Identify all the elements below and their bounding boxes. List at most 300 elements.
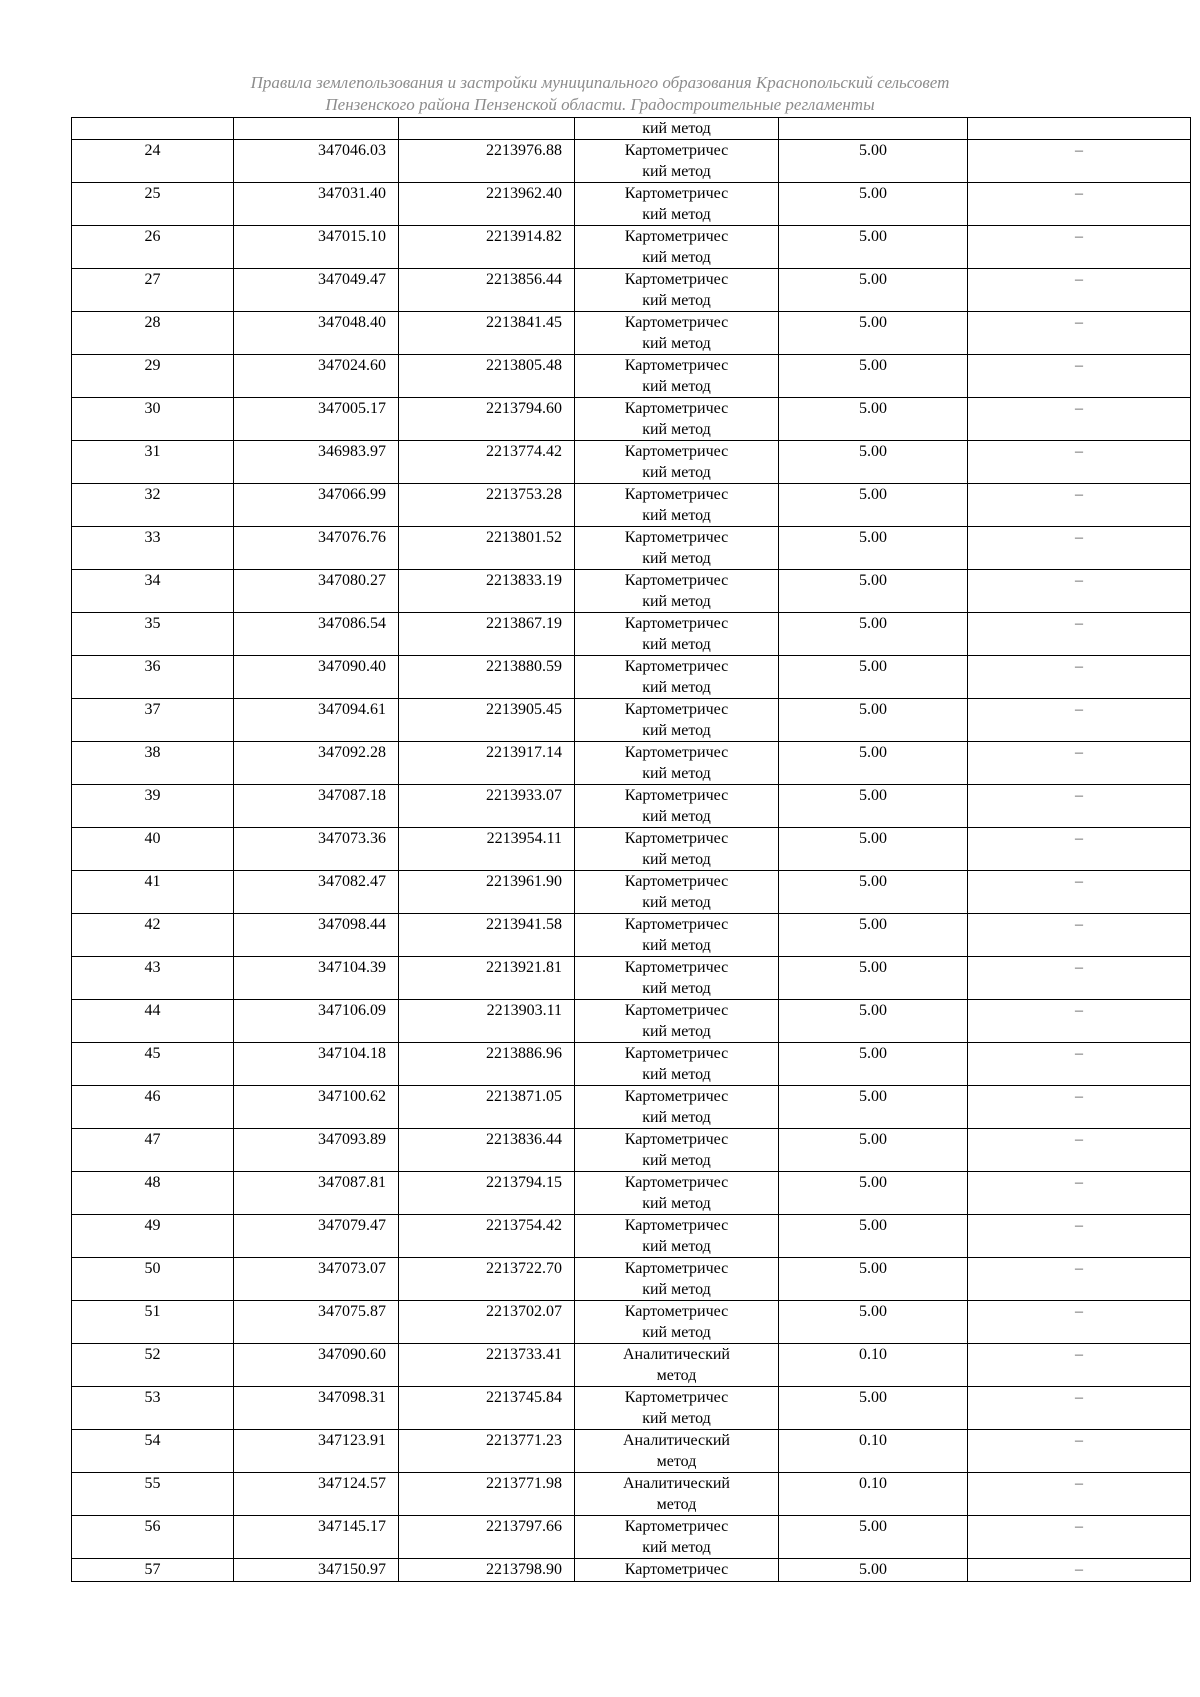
method-cell: [575, 484, 779, 527]
y-coordinate-cell: 2213933.07: [399, 785, 575, 828]
method-text: [625, 828, 728, 870]
point-number-cell: 49: [72, 1215, 234, 1258]
method-line-2: кий метод: [642, 1539, 711, 1556]
header-line-2: Пензенского района Пензенской области. Градостроительные регламенты: [325, 95, 875, 114]
method-cell: [575, 1473, 779, 1516]
description-cell: –: [968, 785, 1191, 828]
accuracy-cell: 5.00: [779, 484, 968, 527]
y-coordinate-cell: 2213856.44: [399, 269, 575, 312]
accuracy-cell: 5.00: [779, 355, 968, 398]
x-coordinate-cell: 347092.28: [234, 742, 399, 785]
x-coordinate-cell: 347005.17: [234, 398, 399, 441]
method-line-2: метод: [656, 1496, 697, 1513]
x-coordinate-cell: 347080.27: [234, 570, 399, 613]
method-cell: [575, 1258, 779, 1301]
accuracy-cell: 5.00: [779, 871, 968, 914]
coordinates-table: [71, 117, 1191, 1582]
method-line-2: кий метод: [642, 1066, 711, 1083]
accuracy-cell: 5.00: [779, 1258, 968, 1301]
x-coordinate-cell: 347046.03: [234, 140, 399, 183]
method-cell: [575, 1344, 779, 1387]
method-cell: [575, 742, 779, 785]
method-text: [623, 1473, 730, 1515]
method-line-1: Картометричес: [624, 787, 729, 804]
description-cell: –: [968, 1258, 1191, 1301]
method-line-2: кий метод: [642, 1195, 711, 1212]
method-line-1: Картометричес: [624, 1389, 729, 1406]
method-cell: [575, 1000, 779, 1043]
y-coordinate-cell: 2213954.11: [399, 828, 575, 871]
method-cell: [575, 1516, 779, 1559]
x-coordinate-cell: 347090.60: [234, 1344, 399, 1387]
table-row: [72, 226, 1191, 269]
point-number-cell: 47: [72, 1129, 234, 1172]
method-line-1: Картометричес: [624, 1045, 729, 1062]
method-text: [625, 484, 728, 526]
table-row: [72, 1430, 1191, 1473]
description-cell: –: [968, 914, 1191, 957]
point-number-cell: 33: [72, 527, 234, 570]
table-row: [72, 1301, 1191, 1344]
point-number-cell: 24: [72, 140, 234, 183]
table-row: [72, 118, 1191, 140]
method-text: [625, 914, 728, 956]
method-cell: [575, 828, 779, 871]
description-cell: –: [968, 1301, 1191, 1344]
method-line-1: Картометричес: [624, 830, 729, 847]
method-cell: [575, 226, 779, 269]
method-line-1: Картометричес: [624, 701, 729, 718]
accuracy-cell: 5.00: [779, 527, 968, 570]
method-line-2: кий метод: [642, 550, 711, 567]
method-line-2: кий метод: [642, 679, 711, 696]
table-row: [72, 1559, 1191, 1582]
method-text: [625, 1172, 728, 1214]
description-cell: –: [968, 484, 1191, 527]
point-number-cell: 31: [72, 441, 234, 484]
method-cell: [575, 656, 779, 699]
method-line-2: кий метод: [642, 980, 711, 997]
table-row: [72, 742, 1191, 785]
x-coordinate-cell: 347150.97: [234, 1559, 399, 1582]
point-number-cell: 28: [72, 312, 234, 355]
accuracy-cell: 0.10: [779, 1344, 968, 1387]
method-cell: [575, 1430, 779, 1473]
method-line-1: Аналитический: [622, 1432, 730, 1449]
point-number-cell: [72, 118, 234, 140]
point-number-cell: 51: [72, 1301, 234, 1344]
x-coordinate-cell: 347076.76: [234, 527, 399, 570]
description-cell: –: [968, 828, 1191, 871]
x-coordinate-cell: 347094.61: [234, 699, 399, 742]
table-row: [72, 957, 1191, 1000]
method-cell: [575, 1086, 779, 1129]
method-cell: [575, 118, 779, 140]
table-row: [72, 527, 1191, 570]
y-coordinate-cell: 2213722.70: [399, 1258, 575, 1301]
accuracy-cell: 5.00: [779, 226, 968, 269]
point-number-cell: 52: [72, 1344, 234, 1387]
method-line-1: Картометричес: [624, 615, 729, 632]
method-text: [625, 1516, 728, 1558]
x-coordinate-cell: 347106.09: [234, 1000, 399, 1043]
point-number-cell: 45: [72, 1043, 234, 1086]
method-line-2: кий метод: [642, 1109, 711, 1126]
description-cell: –: [968, 1430, 1191, 1473]
table-row: [72, 914, 1191, 957]
y-coordinate-cell: [399, 118, 575, 140]
method-line-1: Картометричес: [624, 400, 729, 417]
method-line-1: Аналитический: [622, 1475, 730, 1492]
description-cell: –: [968, 1473, 1191, 1516]
accuracy-cell: 5.00: [779, 1559, 968, 1582]
y-coordinate-cell: 2213976.88: [399, 140, 575, 183]
point-number-cell: 40: [72, 828, 234, 871]
method-text: [625, 441, 728, 483]
method-line-1: Картометричес: [624, 357, 729, 374]
method-line-1: Картометричес: [624, 443, 729, 460]
y-coordinate-cell: 2213794.60: [399, 398, 575, 441]
point-number-cell: 35: [72, 613, 234, 656]
method-cell: [575, 140, 779, 183]
method-text: [625, 312, 728, 354]
method-line-1: Картометричес: [624, 744, 729, 761]
table-row: [72, 785, 1191, 828]
point-number-cell: 50: [72, 1258, 234, 1301]
method-text: [625, 1043, 728, 1085]
method-text: [625, 140, 728, 182]
point-number-cell: 27: [72, 269, 234, 312]
description-cell: –: [968, 656, 1191, 699]
method-line-1: Картометричес: [624, 572, 729, 589]
y-coordinate-cell: 2213886.96: [399, 1043, 575, 1086]
method-cell: [575, 312, 779, 355]
method-line-1: Картометричес: [624, 1002, 729, 1019]
method-cell: [575, 1172, 779, 1215]
method-line-1: Картометричес: [624, 529, 729, 546]
method-line-2: кий метод: [642, 507, 711, 524]
table-row: [72, 1172, 1191, 1215]
description-cell: –: [968, 1516, 1191, 1559]
x-coordinate-cell: 347104.39: [234, 957, 399, 1000]
description-cell: –: [968, 226, 1191, 269]
method-cell: [575, 957, 779, 1000]
table-row: [72, 1387, 1191, 1430]
method-line-1: Картометричес: [624, 1518, 729, 1535]
description-cell: –: [968, 957, 1191, 1000]
method-text: [625, 570, 728, 612]
method-cell: [575, 527, 779, 570]
y-coordinate-cell: 2213914.82: [399, 226, 575, 269]
description-cell: –: [968, 1000, 1191, 1043]
method-line-2: кий метод: [642, 1281, 711, 1298]
y-coordinate-cell: 2213771.98: [399, 1473, 575, 1516]
description-cell: –: [968, 312, 1191, 355]
method-text: кий метод: [642, 120, 711, 137]
y-coordinate-cell: 2213702.07: [399, 1301, 575, 1344]
description-cell: –: [968, 570, 1191, 613]
method-line-1: Картометричес: [624, 228, 729, 245]
method-line-2: кий метод: [642, 1152, 711, 1169]
method-cell: [575, 785, 779, 828]
method-line-2: кий метод: [642, 808, 711, 825]
table-row: [72, 398, 1191, 441]
table-row: [72, 828, 1191, 871]
accuracy-cell: 5.00: [779, 1043, 968, 1086]
method-line-2: кий метод: [642, 249, 711, 266]
method-line-1: Картометричес: [624, 314, 729, 331]
x-coordinate-cell: 347124.57: [234, 1473, 399, 1516]
description-cell: –: [968, 1387, 1191, 1430]
x-coordinate-cell: 347123.91: [234, 1430, 399, 1473]
y-coordinate-cell: 2213745.84: [399, 1387, 575, 1430]
method-text: [625, 742, 728, 784]
method-line-2: кий метод: [642, 937, 711, 954]
x-coordinate-cell: 347073.36: [234, 828, 399, 871]
method-line-2: кий метод: [642, 636, 711, 653]
y-coordinate-cell: 2213836.44: [399, 1129, 575, 1172]
y-coordinate-cell: 2213771.23: [399, 1430, 575, 1473]
table-row: [72, 1043, 1191, 1086]
method-line-1: Картометричес: [624, 1303, 729, 1320]
description-cell: –: [968, 441, 1191, 484]
accuracy-cell: 5.00: [779, 914, 968, 957]
method-cell: [575, 699, 779, 742]
method-cell: [575, 871, 779, 914]
method-text: [623, 1430, 730, 1472]
method-text: [625, 785, 728, 827]
accuracy-cell: 5.00: [779, 183, 968, 226]
table-row: [72, 613, 1191, 656]
table-row: [72, 656, 1191, 699]
method-cell: [575, 1387, 779, 1430]
accuracy-cell: 5.00: [779, 1516, 968, 1559]
y-coordinate-cell: 2213801.52: [399, 527, 575, 570]
table-row: [72, 355, 1191, 398]
x-coordinate-cell: 347066.99: [234, 484, 399, 527]
x-coordinate-cell: 347075.87: [234, 1301, 399, 1344]
method-line-2: кий метод: [642, 378, 711, 395]
y-coordinate-cell: 2213921.81: [399, 957, 575, 1000]
method-line-1: Картометричес: [624, 873, 729, 890]
method-line-2: кий метод: [642, 1324, 711, 1341]
point-number-cell: 37: [72, 699, 234, 742]
accuracy-cell: 0.10: [779, 1430, 968, 1473]
x-coordinate-cell: 347087.18: [234, 785, 399, 828]
method-line-2: кий метод: [642, 464, 711, 481]
y-coordinate-cell: 2213917.14: [399, 742, 575, 785]
method-line-1: Аналитический: [622, 1346, 730, 1363]
point-number-cell: 42: [72, 914, 234, 957]
accuracy-cell: [779, 118, 968, 140]
table-row: [72, 269, 1191, 312]
method-cell: [575, 613, 779, 656]
point-number-cell: 32: [72, 484, 234, 527]
method-text: [625, 1215, 728, 1257]
method-text: [625, 1000, 728, 1042]
y-coordinate-cell: 2213941.58: [399, 914, 575, 957]
method-text: [625, 527, 728, 569]
point-number-cell: 57: [72, 1559, 234, 1582]
accuracy-cell: 5.00: [779, 828, 968, 871]
table-row: [72, 570, 1191, 613]
method-line-2: кий метод: [642, 163, 711, 180]
accuracy-cell: 5.00: [779, 398, 968, 441]
accuracy-cell: 5.00: [779, 785, 968, 828]
x-coordinate-cell: 347090.40: [234, 656, 399, 699]
x-coordinate-cell: [234, 118, 399, 140]
y-coordinate-cell: 2213961.90: [399, 871, 575, 914]
method-cell: [575, 1559, 779, 1582]
x-coordinate-cell: 347015.10: [234, 226, 399, 269]
y-coordinate-cell: 2213841.45: [399, 312, 575, 355]
method-line-1: Картометричес: [624, 142, 729, 159]
description-cell: –: [968, 527, 1191, 570]
description-cell: –: [968, 871, 1191, 914]
method-line-1: Картометричес: [624, 1217, 729, 1234]
point-number-cell: 54: [72, 1430, 234, 1473]
method-line-1: Картометричес: [624, 916, 729, 933]
table-row: [72, 441, 1191, 484]
table-row: [72, 183, 1191, 226]
accuracy-cell: 5.00: [779, 1000, 968, 1043]
point-number-cell: 29: [72, 355, 234, 398]
method-line-2: кий метод: [642, 335, 711, 352]
accuracy-cell: 5.00: [779, 656, 968, 699]
method-text: [625, 1301, 728, 1343]
page-header: [0, 72, 1200, 116]
method-line-2: кий метод: [642, 1023, 711, 1040]
method-text: [625, 355, 728, 397]
table-row: [72, 1129, 1191, 1172]
method-cell: [575, 398, 779, 441]
y-coordinate-cell: 2213794.15: [399, 1172, 575, 1215]
y-coordinate-cell: 2213833.19: [399, 570, 575, 613]
method-text: [625, 656, 728, 698]
method-line-1: Картометричес: [624, 486, 729, 503]
description-cell: –: [968, 183, 1191, 226]
x-coordinate-cell: 347049.47: [234, 269, 399, 312]
method-line-2: кий метод: [642, 1410, 711, 1427]
method-cell: [575, 183, 779, 226]
point-number-cell: 25: [72, 183, 234, 226]
method-line-2: метод: [656, 1453, 697, 1470]
point-number-cell: 38: [72, 742, 234, 785]
point-number-cell: 43: [72, 957, 234, 1000]
method-line-1: Картометричес: [624, 271, 729, 288]
method-text: [625, 1086, 728, 1128]
x-coordinate-cell: 347073.07: [234, 1258, 399, 1301]
method-text: [625, 269, 728, 311]
x-coordinate-cell: 347031.40: [234, 183, 399, 226]
description-cell: –: [968, 1344, 1191, 1387]
accuracy-cell: 5.00: [779, 613, 968, 656]
method-text: [625, 226, 728, 268]
x-coordinate-cell: 346983.97: [234, 441, 399, 484]
description-cell: –: [968, 355, 1191, 398]
method-text: [625, 398, 728, 440]
accuracy-cell: 5.00: [779, 1215, 968, 1258]
point-number-cell: 53: [72, 1387, 234, 1430]
table-row: [72, 1000, 1191, 1043]
description-cell: –: [968, 1043, 1191, 1086]
point-number-cell: 48: [72, 1172, 234, 1215]
method-cell: [575, 914, 779, 957]
accuracy-cell: 5.00: [779, 1387, 968, 1430]
x-coordinate-cell: 347098.31: [234, 1387, 399, 1430]
accuracy-cell: 5.00: [779, 570, 968, 613]
accuracy-cell: 5.00: [779, 1129, 968, 1172]
y-coordinate-cell: 2213867.19: [399, 613, 575, 656]
table-row: [72, 1473, 1191, 1516]
method-line-2: метод: [656, 1367, 697, 1384]
x-coordinate-cell: 347098.44: [234, 914, 399, 957]
table-row: [72, 699, 1191, 742]
description-cell: –: [968, 613, 1191, 656]
description-cell: –: [968, 742, 1191, 785]
accuracy-cell: 0.10: [779, 1473, 968, 1516]
point-number-cell: 55: [72, 1473, 234, 1516]
y-coordinate-cell: 2213880.59: [399, 656, 575, 699]
point-number-cell: 44: [72, 1000, 234, 1043]
method-cell: [575, 1215, 779, 1258]
method-text: [625, 1387, 728, 1429]
point-number-cell: 56: [72, 1516, 234, 1559]
method-cell: [575, 441, 779, 484]
description-cell: –: [968, 1086, 1191, 1129]
point-number-cell: 34: [72, 570, 234, 613]
method-line-1: Картометричес: [624, 658, 729, 675]
table-row: [72, 140, 1191, 183]
method-text: [625, 957, 728, 999]
method-cell: [575, 1301, 779, 1344]
method-text: [625, 871, 728, 913]
description-cell: –: [968, 699, 1191, 742]
y-coordinate-cell: 2213797.66: [399, 1516, 575, 1559]
accuracy-cell: 5.00: [779, 699, 968, 742]
accuracy-cell: 5.00: [779, 312, 968, 355]
method-line-1: Картометричес: [624, 185, 729, 202]
method-cell: [575, 269, 779, 312]
method-line-1: Картометричес: [624, 1260, 729, 1277]
table-row: [72, 871, 1191, 914]
method-cell: [575, 570, 779, 613]
header-line-1: Правила землепользования и застройки муниципального образования Краснопольский сельсовет: [250, 73, 950, 92]
method-line-2: кий метод: [642, 722, 711, 739]
method-line-1: Картометричес: [624, 1561, 729, 1578]
method-line-1: Картометричес: [624, 1088, 729, 1105]
method-line-2: кий метод: [642, 894, 711, 911]
table-row: [72, 1258, 1191, 1301]
x-coordinate-cell: 347100.62: [234, 1086, 399, 1129]
table-row: [72, 1344, 1191, 1387]
table-row: [72, 312, 1191, 355]
y-coordinate-cell: 2213962.40: [399, 183, 575, 226]
y-coordinate-cell: 2213871.05: [399, 1086, 575, 1129]
description-cell: –: [968, 1215, 1191, 1258]
table-row: [72, 1516, 1191, 1559]
point-number-cell: 39: [72, 785, 234, 828]
y-coordinate-cell: 2213733.41: [399, 1344, 575, 1387]
description-cell: –: [968, 269, 1191, 312]
x-coordinate-cell: 347145.17: [234, 1516, 399, 1559]
y-coordinate-cell: 2213754.42: [399, 1215, 575, 1258]
method-cell: [575, 355, 779, 398]
description-cell: –: [968, 1172, 1191, 1215]
method-text: [625, 613, 728, 655]
method-line-2: кий метод: [642, 1238, 711, 1255]
method-text: [625, 183, 728, 225]
